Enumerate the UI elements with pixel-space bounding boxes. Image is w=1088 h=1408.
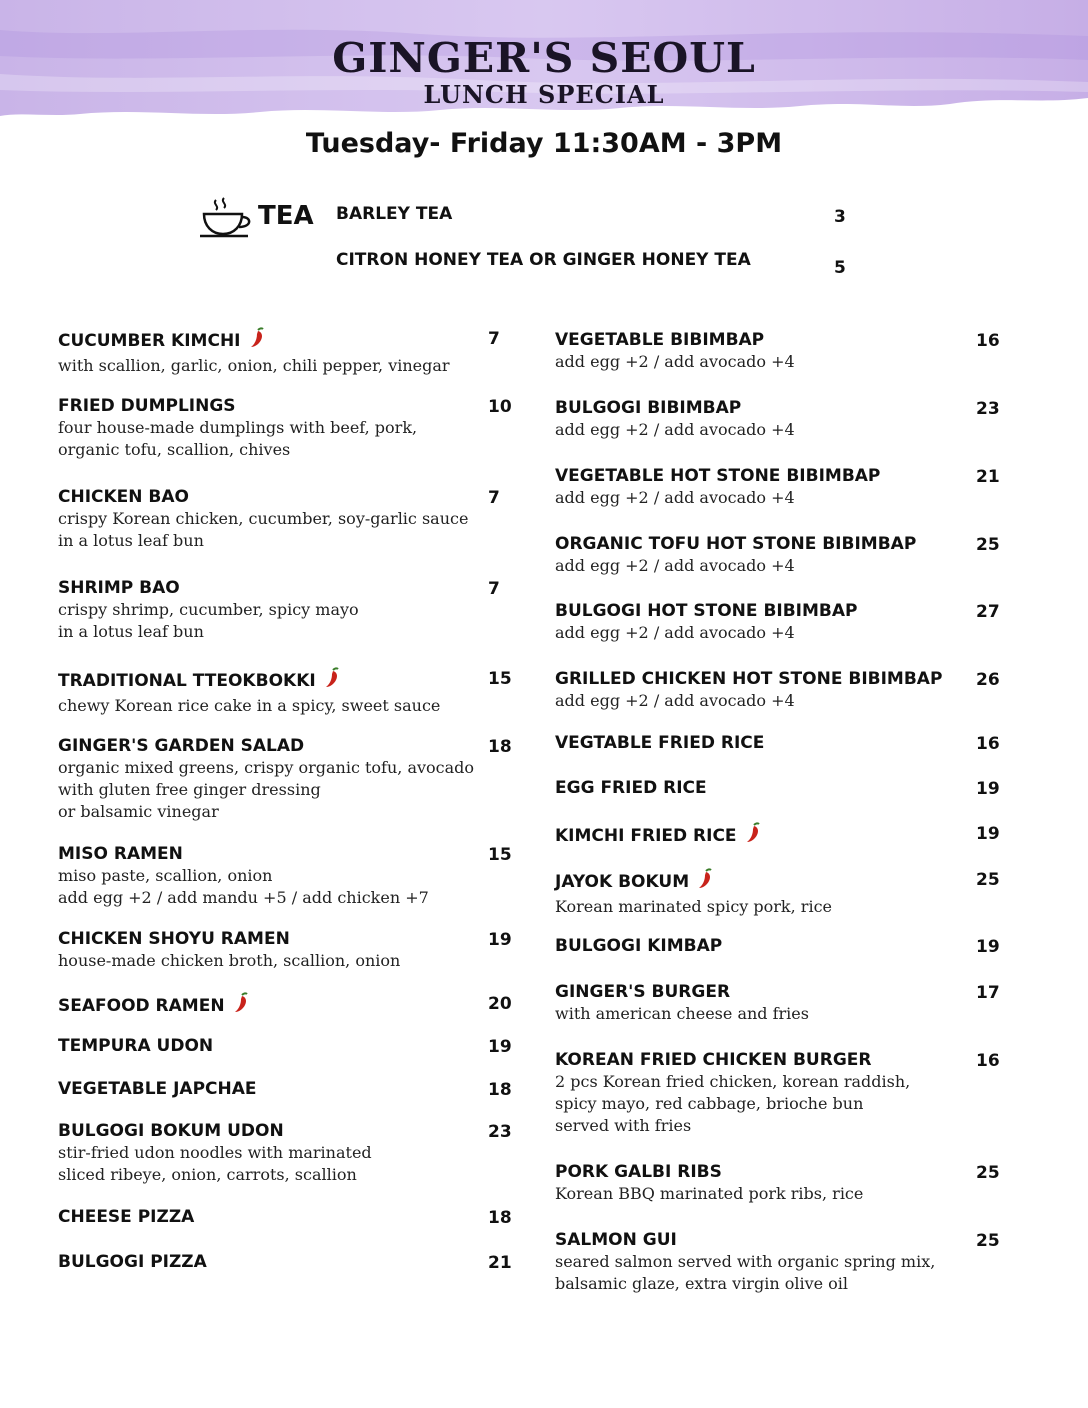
menu-item-price: 27 (976, 602, 1000, 622)
menu-item-description: organic tofu, scallion, chives (58, 440, 291, 459)
menu-item-name (555, 935, 722, 957)
menu-item-name (555, 822, 763, 850)
menu-item (555, 465, 880, 509)
tea-heading: TEA (258, 201, 314, 231)
menu-item-price: 25 (976, 870, 1000, 890)
menu-item-name (58, 667, 440, 695)
menu-item-name-text: KIMCHI FRIED RICE (555, 826, 737, 846)
menu-item-description: in a lotus leaf bun (58, 622, 204, 641)
menu-item-name (58, 486, 468, 508)
tea-item-price: 3 (834, 207, 846, 227)
menu-item-price: 18 (488, 1080, 512, 1100)
menu-item-name (555, 732, 764, 754)
menu-item-name (555, 1229, 935, 1251)
menu-item-description: add egg +2 / add avocado +4 (555, 556, 795, 575)
chili-pepper-icon (697, 868, 715, 896)
menu-item-name-text: VEGTABLE FRIED RICE (555, 733, 765, 753)
menu-item-description: or balsamic vinegar (58, 802, 219, 821)
menu-item-description: add egg +2 / add avocado +4 (555, 488, 795, 507)
menu-item (58, 928, 400, 972)
menu-item-name (58, 1035, 213, 1057)
menu-item-name-text: CHICKEN BAO (58, 487, 190, 507)
menu-item (555, 1229, 935, 1295)
chili-pepper-icon (233, 992, 251, 1020)
menu-item-price: 19 (976, 824, 1000, 844)
menu-item-name (555, 329, 795, 351)
menu-item-name-text: BULGOGI HOT STONE BIBIMBAP (555, 601, 858, 621)
menu-item-description: with american cheese and fries (555, 1004, 809, 1023)
menu-item-price: 16 (976, 734, 1000, 754)
menu-item-description: stir-fried udon noodles with marinated (58, 1143, 372, 1162)
menu-item-name (58, 843, 429, 865)
menu-item (58, 1251, 207, 1273)
menu-subtitle: LUNCH SPECIAL (423, 80, 665, 109)
menu-item-price: 25 (976, 1163, 1000, 1183)
menu-item-price: 16 (976, 331, 1000, 351)
menu-item-name (555, 465, 880, 487)
menu-item-price: 19 (488, 1037, 512, 1057)
menu-item-name (58, 1120, 372, 1142)
menu-item-description: four house-made dumplings with beef, pork, (58, 418, 418, 437)
menu-item-description: add egg +2 / add avocado +4 (555, 420, 795, 439)
menu-item (58, 486, 468, 552)
menu-item-description: house-made chicken broth, scallion, onion (58, 951, 401, 970)
menu-item (58, 1035, 213, 1057)
menu-item-price: 25 (976, 535, 1000, 555)
menu-item-description: seared salmon served with organic spring mix, (555, 1252, 936, 1271)
menu-item-name-text: SALMON GUI (555, 1230, 677, 1250)
menu-item-price: 15 (488, 845, 512, 865)
menu-item (555, 329, 795, 373)
menu-item (555, 668, 942, 712)
menu-item-description: with gluten free ginger dressing (58, 780, 321, 799)
menu-item (555, 935, 722, 957)
menu-item-price: 21 (976, 467, 1000, 487)
menu-item-name-text: SEAFOOD RAMEN (58, 996, 225, 1016)
menu-item (555, 732, 764, 754)
chili-pepper-icon (324, 667, 342, 695)
menu-item-price: 7 (488, 579, 500, 599)
menu-item-name (555, 1161, 863, 1183)
menu-item-name-text: VEGETABLE JAPCHAE (58, 1079, 257, 1099)
menu-item-name-text: BULGOGI BIBIMBAP (555, 398, 742, 418)
menu-item (58, 992, 251, 1020)
menu-item-description: chewy Korean rice cake in a spicy, sweet sauce (58, 696, 441, 715)
menu-item-name (555, 981, 809, 1003)
menu-item-name (58, 1206, 194, 1228)
restaurant-name: GINGER'S SEOUL (332, 34, 756, 82)
menu-item-name (58, 577, 359, 599)
menu-item-name-text: BULGOGI BOKUM UDON (58, 1121, 284, 1141)
menu-item-price: 19 (488, 930, 512, 950)
menu-item-name-text: TRADITIONAL TTEOKBOKKI (58, 671, 316, 691)
menu-item-description: add egg +2 / add avocado +4 (555, 623, 795, 642)
menu-item (555, 1161, 863, 1205)
menu-item-name-text: TEMPURA UDON (58, 1036, 214, 1056)
menu-item-price: 16 (976, 1051, 1000, 1071)
menu-item-name (555, 533, 916, 555)
menu-item-description: miso paste, scallion, onion (58, 866, 273, 885)
menu-item (555, 868, 832, 918)
service-hours: Tuesday- Friday 11:30AM - 3PM (305, 128, 783, 159)
menu-item-price: 19 (976, 779, 1000, 799)
menu-item-name (58, 928, 400, 950)
menu-item-description: Korean BBQ marinated pork ribs, rice (555, 1184, 864, 1203)
menu-item-name-text: FRIED DUMPLINGS (58, 396, 236, 416)
menu-item (555, 1049, 910, 1137)
menu-item-name (58, 327, 450, 355)
menu-item (555, 533, 916, 577)
menu-item-name (58, 1251, 207, 1273)
menu-item (58, 735, 474, 823)
menu-item (555, 981, 809, 1025)
menu-item-name (555, 777, 707, 799)
menu-item-price: 18 (488, 1208, 512, 1228)
menu-item (58, 843, 429, 909)
menu-item (58, 395, 417, 461)
menu-item-name-text: PORK GALBI RIBS (555, 1162, 722, 1182)
menu-item-name (555, 868, 832, 896)
chili-pepper-icon (745, 822, 763, 850)
menu-item-price: 21 (488, 1253, 512, 1273)
menu-item-name-text: GRILLED CHICKEN HOT STONE BIBIMBAP (555, 669, 943, 689)
menu-item (58, 327, 450, 377)
tea-item-price: 5 (834, 258, 846, 278)
menu-item-price: 26 (976, 670, 1000, 690)
menu-item-name (58, 992, 251, 1020)
menu-item-name (58, 735, 474, 757)
menu-item-name-text: KOREAN FRIED CHICKEN BURGER (555, 1050, 872, 1070)
menu-item-description: add egg +2 / add avocado +4 (555, 352, 795, 371)
menu-item-description: balsamic glaze, extra virgin olive oil (555, 1274, 849, 1293)
menu-item-name (58, 395, 417, 417)
menu-item-name-text: VEGETABLE HOT STONE BIBIMBAP (555, 466, 881, 486)
menu-item (58, 577, 359, 643)
menu-item (555, 600, 858, 644)
menu-item (555, 397, 795, 441)
menu-item-price: 17 (976, 983, 1000, 1003)
menu-item (58, 1120, 372, 1186)
menu-item-description: crispy shrimp, cucumber, spicy mayo (58, 600, 359, 619)
menu-item-description: crispy Korean chicken, cucumber, soy-garlic sauce (58, 509, 469, 528)
menu-item-name (555, 397, 795, 419)
menu-item-name-text: MISO RAMEN (58, 844, 183, 864)
menu-item-price: 23 (488, 1122, 512, 1142)
menu-item-name-text: GINGER'S BURGER (555, 982, 731, 1002)
menu-item-name-text: BULGOGI KIMBAP (555, 936, 723, 956)
menu-item-price: 23 (976, 399, 1000, 419)
menu-item-description: spicy mayo, red cabbage, brioche bun (555, 1094, 864, 1113)
tea-item-name: BARLEY TEA (336, 204, 453, 224)
menu-item (555, 777, 707, 799)
menu-item-name (555, 600, 858, 622)
menu-item-description: sliced ribeye, onion, carrots, scallion (58, 1165, 357, 1184)
menu-item-price: 15 (488, 669, 512, 689)
menu-item-name (555, 1049, 910, 1071)
menu-item-name-text: VEGETABLE BIBIMBAP (555, 330, 765, 350)
menu-item-name (58, 1078, 257, 1100)
menu-item-name-text: CUCUMBER KIMCHI (58, 331, 241, 351)
menu-item-price: 7 (488, 329, 500, 349)
menu-item-description: served with fries (555, 1116, 692, 1135)
menu-item-name-text: GINGER'S GARDEN SALAD (58, 736, 305, 756)
menu-item-description: Korean marinated spicy pork, rice (555, 897, 832, 916)
menu-item-description: add egg +2 / add avocado +4 (555, 691, 795, 710)
menu-item-description: in a lotus leaf bun (58, 531, 204, 550)
menu-item-name-text: ORGANIC TOFU HOT STONE BIBIMBAP (555, 534, 917, 554)
menu-item (58, 1078, 257, 1100)
menu-item-description: 2 pcs Korean fried chicken, korean raddish, (555, 1072, 911, 1091)
menu-item-price: 19 (976, 937, 1000, 957)
menu-item (555, 822, 763, 850)
menu-item-description: with scallion, garlic, onion, chili pepper, vinegar (58, 356, 450, 375)
menu-item-price: 7 (488, 488, 500, 508)
menu-item-price: 25 (976, 1231, 1000, 1251)
menu-item-name-text: SHRIMP BAO (58, 578, 180, 598)
menu-item-name-text: EGG FRIED RICE (555, 778, 707, 798)
menu-item-price: 10 (488, 397, 512, 417)
menu-item-name-text: JAYOK BOKUM (555, 872, 690, 892)
menu-item (58, 1206, 194, 1228)
menu-item (58, 667, 440, 717)
menu-item-name-text: BULGOGI PIZZA (58, 1252, 207, 1272)
menu-item-name-text: CHICKEN SHOYU RAMEN (58, 929, 290, 949)
menu-item-price: 18 (488, 737, 512, 757)
menu-item-price: 20 (488, 994, 512, 1014)
tea-item-name: CITRON HONEY TEA OR GINGER HONEY TEA (336, 250, 751, 270)
chili-pepper-icon (249, 327, 267, 355)
menu-item-name (555, 668, 942, 690)
teacup-icon (198, 196, 254, 242)
menu-item-description: organic mixed greens, crispy organic tofu, avocado (58, 758, 475, 777)
menu-item-description: add egg +2 / add mandu +5 / add chicken +7 (58, 888, 429, 907)
menu-item-name-text: CHEESE PIZZA (58, 1207, 195, 1227)
